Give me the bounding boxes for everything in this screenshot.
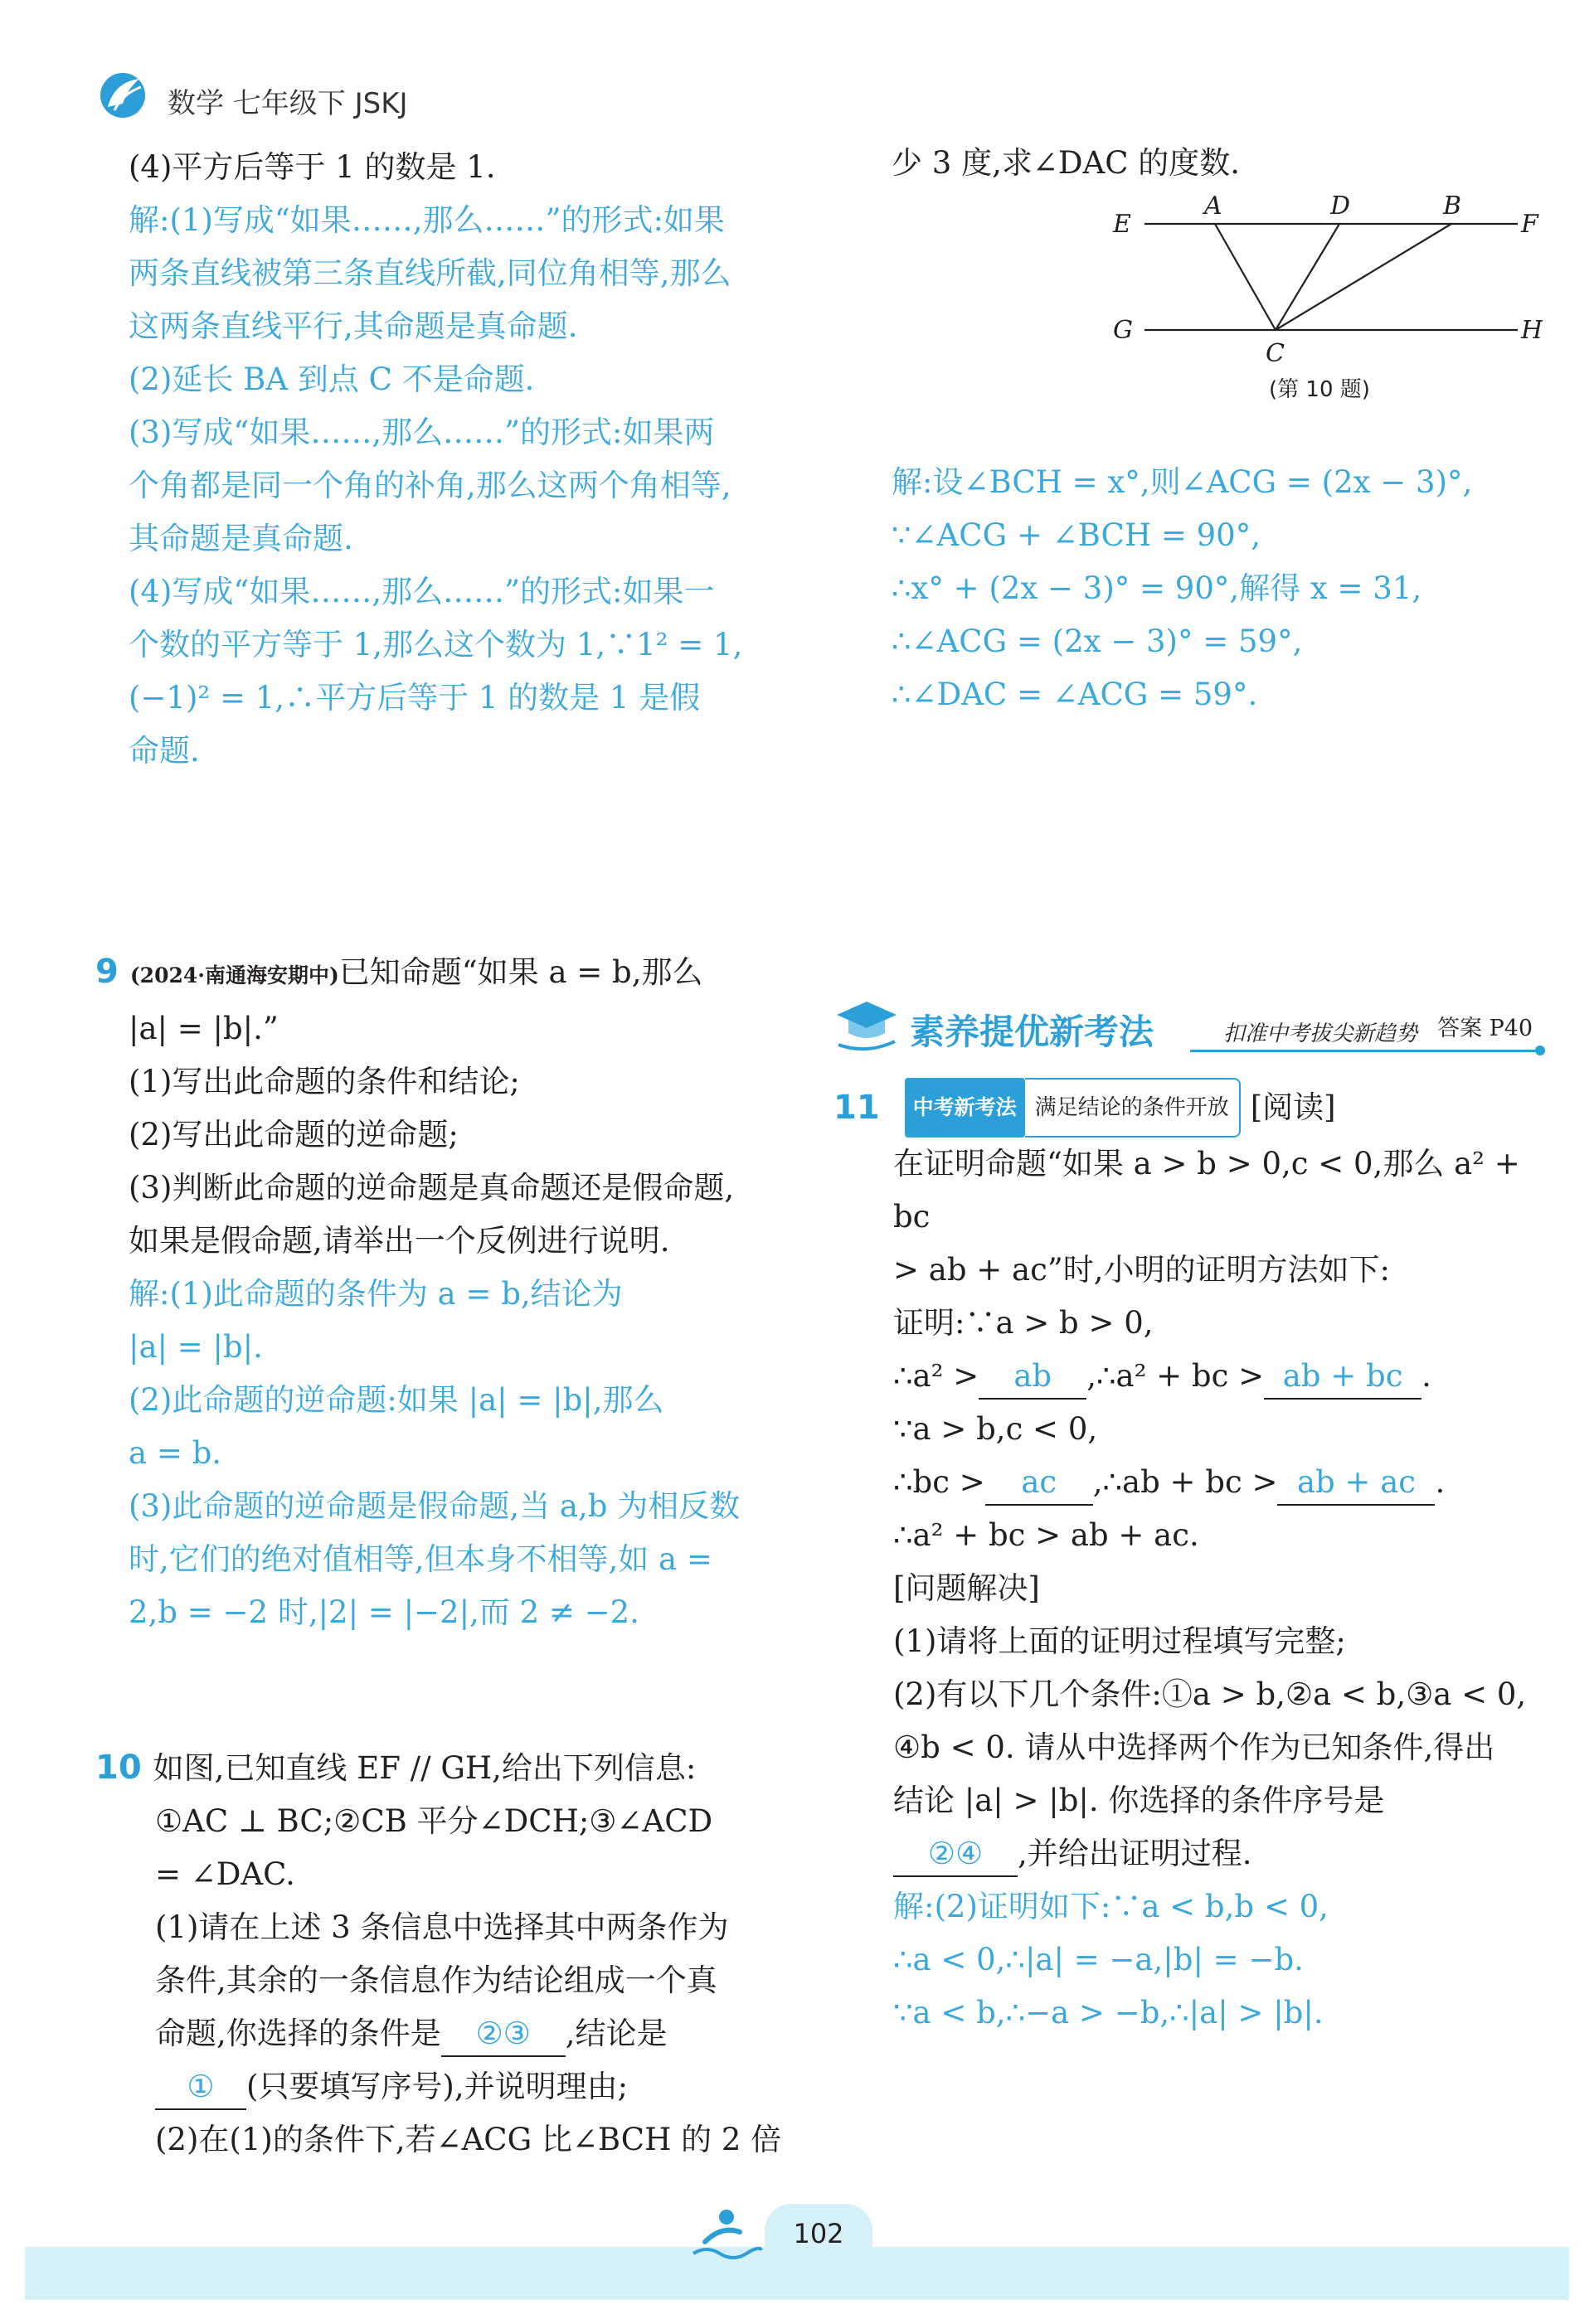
label-f: F [1521,210,1538,239]
answer-line: 解:设∠BCH = x°,则∠ACG = (2x − 3)°, [892,464,1473,500]
question-9 [95,945,809,1639]
section-title: 素养提优新考法 [910,1012,1154,1052]
answer-line: (−1)² = 1,∴平方后等于 1 的数是 1 是假 [129,680,701,716]
answer-line: 命题. [129,733,200,769]
figure-caption: (第 10 题) [1269,377,1370,402]
answer-line: 解:(1)写成“如果……,那么……”的形式:如果 [129,202,725,238]
section-subtitle: 扣准中考拔尖新趋势 [1223,1021,1418,1046]
tag-description: 满足结论的条件开放 [1025,1078,1241,1138]
proof-blank-2[interactable]: ab + bc [1264,1355,1421,1400]
answer-line: 个数的平方等于 1,那么这个数为 1,∵1² = 1, [129,627,743,662]
question-part: (2)在(1)的条件下,若∠ACG 比∠BCH 的 2 倍 [155,2122,782,2157]
segment-dc [1276,224,1339,330]
answer-line: ∴x° + (2x − 3)° = 90°,解得 x = 31, [892,570,1422,606]
label-d: D [1330,192,1351,221]
segment-bc [1276,224,1451,330]
q10-geometry-figure [1111,191,1543,406]
section-underline [1190,1050,1538,1052]
question-stem: ①AC ⊥ BC;②CB 平分∠DCH;③∠ACD [155,1803,713,1839]
condition-blank[interactable]: ②③ [441,2012,566,2057]
new-method-tag: 中考新考法 [905,1078,1025,1138]
proof-blank-4[interactable]: ab + ac [1277,1461,1435,1506]
label-h: H [1521,316,1543,345]
swimmer-icon [688,2205,763,2263]
header [98,70,595,129]
answer-line: a = b. [129,1435,222,1471]
q9-answer [129,1268,809,1639]
answer-line: 2,b = −2 时,|2| = |−2|,而 2 ≠ −2. [129,1594,639,1630]
q10-continued: 少 3 度,求∠DAC 的度数. [892,145,1241,181]
q8-part4-statement: (4)平方后等于 1 的数是 1. [129,149,496,185]
section-dot [1535,1046,1545,1055]
section-banner [833,995,1547,1061]
question-number: 11 [833,1089,880,1127]
answer-line: 解:(1)此命题的条件为 a = b,结论为 [129,1276,623,1312]
question-part: 条件,其余的一条信息作为结论组成一个真 [155,1963,717,1998]
q11-answer [893,1880,1555,2040]
answer-line: (3)此命题的逆命题是假命题,当 a,b 为相反数 [129,1488,741,1524]
question-part: (1)写出此命题的条件和结论; [129,1064,520,1099]
answer-line: 两条直线被第三条直线所截,同位角相等,那么 [129,255,731,291]
question-number: 10 [95,1749,142,1787]
segment-ac [1215,224,1276,330]
label-c: C [1266,339,1285,368]
answer-line: (2)此命题的逆命题:如果 |a| = |b|,那么 [129,1382,664,1418]
question-stem: 已知命题“如果 a = b,那么 [338,954,703,990]
label-e: E [1113,210,1131,239]
question-part: 如果是假命题,请举出一个反例进行说明. [129,1223,670,1259]
question-stem: 如图,已知直线 EF // GH,给出下列信息: [153,1750,697,1786]
question-stem: |a| = |b|.” [129,1011,279,1046]
question-part: (3)判断此命题的逆命题是真命题还是假命题, [129,1170,735,1206]
question-number: 9 [95,953,119,991]
answer-line: (2)延长 BA 到点 C 不是命题. [129,361,535,397]
answer-line: ∴a < 0,∴|a| = −a,|b| = −b. [893,1942,1304,1977]
page-number-badge [765,2204,872,2259]
header-title: 数学 七年级下 JSKJ [168,87,408,120]
label-a: A [1204,192,1222,221]
answer-line: (4)写成“如果……,那么……”的形式:如果一 [129,574,715,609]
page-number: 102 [793,2218,844,2249]
condition-choice-blank[interactable]: ②④ [893,1832,1018,1877]
label-g: G [1113,316,1133,345]
question-source: (2024·南通海安期中) [129,963,339,987]
proof-blank-3[interactable]: ac [985,1461,1093,1506]
answer-line: 解:(2)证明如下:∵a < b,b < 0, [893,1889,1329,1924]
leaf-logo-icon [98,70,149,120]
question-type: [阅读] [1250,1089,1336,1125]
question-part: (1)请在上述 3 条信息中选择其中两条作为 [155,1909,729,1945]
q10-answer [892,456,1555,721]
question-part: (2)写出此命题的逆命题; [129,1117,459,1152]
answer-line: ∵a < b,∴−a > −b,∴|a| > |b|. [893,1995,1324,2030]
answer-reference: 答案 P40 [1437,1016,1533,1041]
answer-line: (3)写成“如果……,那么……”的形式:如果两 [129,415,715,450]
graduation-cap-icon [833,995,900,1053]
question-11: 11 中考新考法 满足结论的条件开放 [阅读] 在证明命题“如果 a > b > 0,c < 0,那么 a² + bc > ab + ac”时,小明的证明方法如下: 证明:∵a > b > 0, ∴a² > ab ,∴a² + bc > ab + bc . ∵a > b,c < 0, ∴bc > ac ,∴ab + bc > ab + ac . ∴a² + bc > ab + ac. [问题解决] (1)请将上面的证明过程填写完整; (2)有以下几个条件:①a > b,②a < b,③a < 0, ④b < 0. 请从中选择两个作为已知条件,得出 结论 |a| > |b|. 你选择的条件序号是 ②④ ,并给出证明过程. 解:(2)证明如下:∵a < b,b < 0, ∴a < 0,∴|a| = −a,|b| = −b. ∵a < b,∴−a > −b,∴|a| > |b|. [833,1078,1555,2040]
answer-line: 时,它们的绝对值相等,但本身不相等,如 a = [129,1541,712,1577]
answer-line: ∵∠ACG + ∠BCH = 90°, [892,517,1261,553]
proof-blank-1[interactable]: ab [979,1355,1086,1400]
answer-line: ∴∠ACG = (2x − 3)° = 59°, [892,623,1303,659]
conclusion-blank[interactable]: ① [155,2065,246,2110]
answer-line: 其命题是真命题. [129,521,353,556]
left-top-block [129,141,809,778]
label-b: B [1443,192,1462,221]
problem-solving-label: [问题解决] [893,1570,1040,1606]
answer-line: 这两条直线平行,其命题是真命题. [129,308,578,344]
answer-line: 个角都是同一个角的补角,那么这两个角相等, [129,468,731,503]
question-stem: = ∠DAC. [155,1856,295,1892]
q8-answer [129,194,809,778]
answer-line: ∴∠DAC = ∠ACG = 59°. [892,677,1258,712]
answer-line: |a| = |b|. [129,1329,263,1365]
question-10: 10 如图,已知直线 EF // GH,给出下列信息: ①AC ⊥ BC;②CB 平分∠DCH;③∠ACD = ∠DAC. (1)请在上述 3 条信息中选择其中两条作为 条件,其余的一条信息作为结论组成一个真 命题,你选择的条件是 ②③ ,结论是 ① (只要填写序号),并说明理由; (2)在(1)的条件下,若∠ACG 比∠BCH 的 2 倍 [95,1741,809,2166]
